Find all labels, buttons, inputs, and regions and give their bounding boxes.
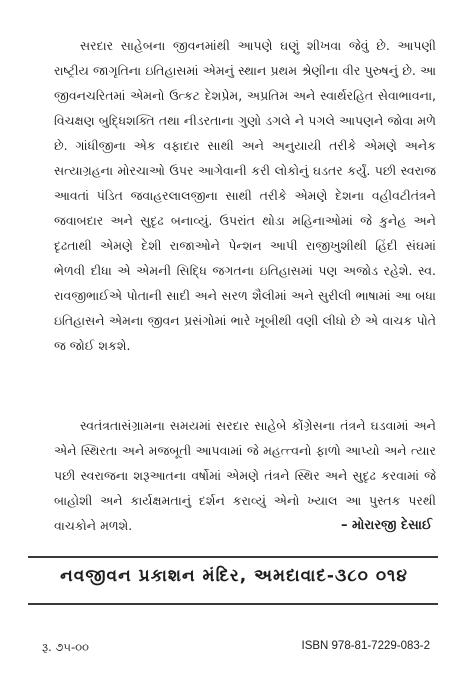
paragraph-2: સ્વતંત્રતાસંગ્રામના સમયમાં સરદાર સાહેબે કોંગ્રેસના તંત્રને ઘડવામાં અને એને સ્થિરતા અને મજબૂતી આપવામાં જે મહત્ત્વનો ફાળો આપ્યો અને ત્યાર પછી સ્વરાજના શરૂઆતના વર્ષોમાં એમણે તંત્રને સ્થિર અને સુદૃઢ કરવામાં જે બાહોશી અને કાર્યક્ષમતાનું દર્શન કરાવ્યું એનો ખ્યાલ આ પુસ્તક પરથી વાચકોને મળશે. [54, 418, 436, 533]
top-divider [28, 556, 438, 558]
bottom-divider [28, 603, 438, 605]
paragraph-1: સરદાર સાહેબના જીવનમાંથી આપણે ઘણું શીખવા જેવું છે. આપણી રાષ્ટ્રીય જાગૃતિના ઇતિહાસમાં એમનું સ્થાન પ્રથમ શ્રેણીના વીર પુરુષનું છે. આ જીવનચરિતમાં એમનો ઉત્કટ દેશપ્રેમ, અપ્રતિમ અને સ્વાર્થરહિત સેવાભાવના, વિચક્ષણ બુદ્ધિશક્તિ તથા નીડરતાના ગુણો ડગલે ને પગલે આપણને જોવા મળે છે. ગાંધીજીના એક વફાદાર સાથી અને અનુયાયી તરીકે એમણે અનેક સત્યાગ્રહના મોરચાઓ ઉપર આગેવાની કરી લોકોનું ઘડતર કર્યું. પછી સ્વરાજ આવતાં પંડિત જવાહરલાલજીના સાથી તરીકે એમણે દેશના વહીવટીતંત્રને જવાબદાર અને સુદૃઢ બનાવ્યું. ઉપરાંત થોડા મહિનાઓમાં જે કુનેહ અને દૃઢતાથી એમણે દેશી રાજાઓને પેન્શન આપી રાજીખુશીથી હિંદી સંઘમાં ભેળવી દીધા એ એમની સિદ્ધિ જગતના ઇતિહાસમાં પણ અજોડ રહેશે. સ્વ. રાવજીભાઈએ પોતાની સાદી અને સરળ શૈલીમાં અને સુરીલી ભાષામાં આ બધા ઇતિહાસને એમના જીવન પ્રસંગોમાં ભારે ખૂબીથી વણી લીધો છે એ વાચક પોતે જ જોઈ શકશે. [54, 38, 436, 353]
isbn-label: ISBN 978-81-7229-083-2 [301, 640, 430, 652]
author-signature: – મોરારજી દેસાઈ [340, 518, 432, 533]
price-label: રૂ. ૭૫-૦૦ [42, 640, 89, 654]
publisher-line: નવજીવન પ્રકાશન મંદિર, અમદાવાદ-૩૮૦ ૦૧૪ [60, 566, 408, 586]
foreword-text [54, 33, 436, 358]
